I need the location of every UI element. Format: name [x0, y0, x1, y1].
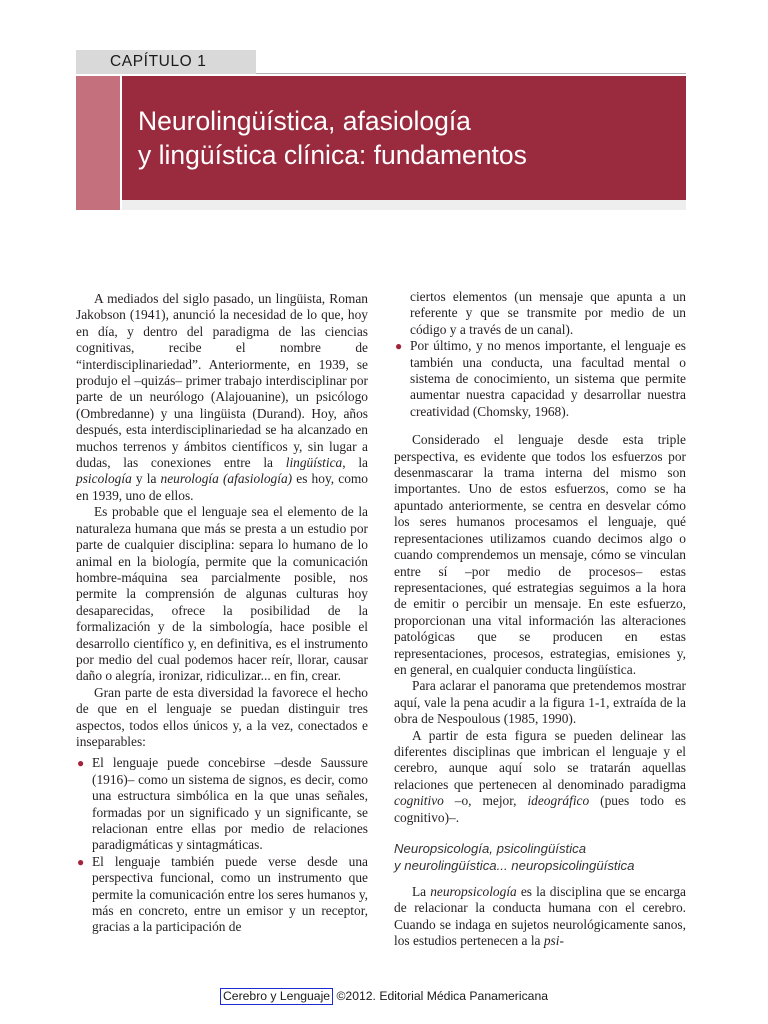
page-footer — [0, 988, 768, 1005]
aspect-list-continued — [394, 289, 686, 420]
paragraph-5: Para aclarar el panorama que pretendemos mostrar aquí, vale la pena acudir a la figura 1-1, extraída de la obra de Nespoulous (1985, 1990). — [394, 678, 686, 727]
paragraph-6: A partir de esta figura se pueden delinear las diferentes disciplinas que imbrican el lenguaje y el cerebro, aunque aquí solo se tratarán aquellas relaciones que pertenecen al denominado paradigma cognitivo –o, mejor, ideográfico (pues todo es cognitivo)–. — [394, 727, 686, 825]
chapter-title-line-1: Neurolingüística, afasiología — [138, 106, 471, 136]
paragraph-7: La neuropsicología es la disciplina que se encarga de relacionar la conducta humana con el cerebro. Cuando se indaga en sujetos neurológicamente sanos, los estudios pertenecen a la psi- — [394, 884, 686, 949]
list-item: ● El lenguaje puede concebirse –desde Saussure (1916)– como un sistema de signos, es decir, como una estructura simbólica en la que unas señales, formadas por un significado y un significante, se relacionan entre ellas por medio de relaciones paradigmáticas y sintagmáticas. — [77, 755, 368, 853]
title-side-bar — [76, 76, 120, 210]
list-item: ● Por último, y no menos importante, el lenguaje es también una conducta, una facultad mental o sistema de conocimiento, un sistema que permite aumentar nuestra capacidad y desarrollar nuestra creatividad (Chomsky, 1968). — [395, 338, 686, 419]
paragraph-3: Gran parte de esta diversidad la favorece el hecho de que en el lenguaje se puedan distinguir tres aspectos, todos ellos únicos y, a la vez, conectados e inseparables: — [76, 684, 368, 749]
paragraph-2: Es probable que el lenguaje sea el elemento de la naturaleza humana que más se presta a un estudio por parte de cualquier disciplina: separa lo humano de lo animal en la biología, permite que la comunicación hombre-máquina sea parcialmente posible, nos permite la comprensión de algunas culturas hoy desaparecidas, ofrece la posibilidad de la formalización y de la simbología, hace posible el desarrollo científico y, en definitiva, es el instrumento por medio del cual podemos hacer reír, llorar, causar daño o alegría, ironizar, ridiculizar... en fin, crear. — [76, 504, 368, 684]
section-subheading — [394, 840, 686, 874]
copyright-text: ©2012. Editorial Médica Panamericana — [336, 989, 548, 1003]
aspect-list — [76, 755, 368, 935]
bullet-icon: ● — [77, 756, 85, 771]
chapter-title-line-2: y lingüística clínica: fundamentos — [138, 140, 527, 170]
chapter-label: CAPÍTULO 1 — [76, 50, 256, 74]
subheading-line-2: y neurolingüística... neuropsicolingüística — [394, 858, 635, 873]
paragraph-1: A mediados del siglo pasado, un lingüista, Roman Jakobson (1941), anunció la necesidad de lo que, hoy en día, y dentro del paradigma de las ciencias cognitivas, recibe el nombre de “interdisciplinariedad”. Anteriormente, en 1939, se produjo el –quizás– primer trabajo interdisciplinar por parte de un neurólogo (Alajouanine), un psicólogo (Ombredanne) y una lingüista (Durand). Hoy, años después, esta interdisciplinariedad se ha alcanzado en muchos terrenos y ámbitos científicos y, sin lugar a dudas, las conexiones entre la lingüística, la psicología y la neurología (afasiología) es hoy, como en 1939, uno de ellos. — [76, 291, 368, 503]
book-title-link[interactable]: Cerebro y Lenguaje — [220, 988, 333, 1005]
list-item: ● El lenguaje también puede verse desde una perspectiva funcional, como un instrumento que permite la comunicación entre los seres humanos y, más en concreto, entre un emisor y un receptor, gracias a la participación de — [77, 853, 368, 935]
right-column — [394, 289, 686, 950]
list-item-continuation: ciertos elementos (un mensaje que apunta a un referente y que se transmite por medio de un código y a través de un canal). — [410, 289, 686, 337]
chapter-title — [138, 104, 527, 172]
left-column — [76, 291, 368, 936]
header-rule — [256, 73, 686, 74]
bullet-icon: ● — [395, 339, 403, 354]
paragraph-4: Considerado el lenguaje desde esta triple perspectiva, es evidente que todos los esfuerzos por desenmascarar la trama interna del mismo son importantes. Uno de estos esfuerzos, como se ha apuntado anteriormente, se centra en desvelar cómo los seres humanos procesamos el lenguaje, qué representaciones utilizamos cuando decimos algo o cuando comprendemos un mensaje, cómo se vinculan entre sí –por medio de procesos– estas representaciones, qué estrategias seguimos a la hora de emitir o percibir un mensaje. En este esfuerzo, proporcionan una vital información las alteraciones patológicas que se producen en estas representaciones, procesos, estrategias, emisiones y, en general, en cualquier conducta lingüística. — [394, 432, 686, 677]
title-underline — [122, 200, 686, 210]
bullet-icon: ● — [77, 854, 85, 869]
subheading-line-1: Neuropsicología, psicolingüística — [394, 841, 587, 856]
